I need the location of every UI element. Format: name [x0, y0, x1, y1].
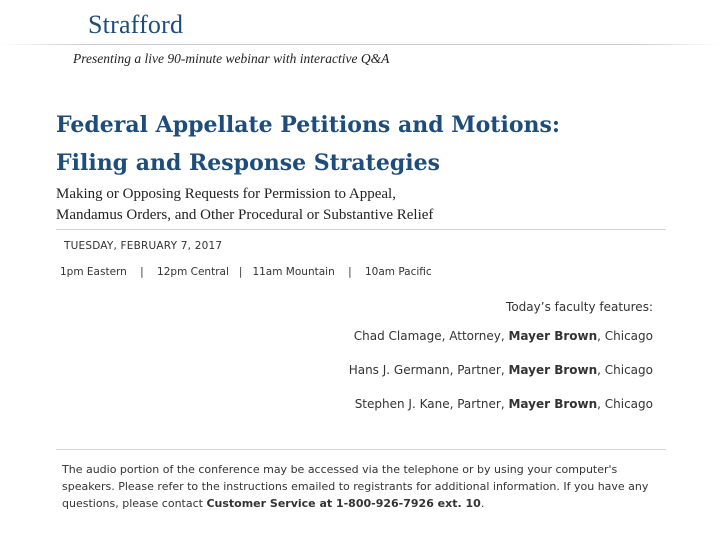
faculty-firm: Mayer Brown — [508, 363, 598, 377]
instructions-end: . — [480, 497, 485, 510]
faculty-name: Stephen J. Kane, Partner, — [354, 397, 505, 411]
faculty-city: , Chicago — [597, 329, 653, 343]
tagline: Presenting a live 90-minute webinar with interactive Q&A — [73, 51, 390, 66]
page-subtitle — [56, 184, 676, 226]
strafford-logo: Strafford — [88, 10, 184, 39]
faculty-member — [349, 363, 653, 377]
title-line-2: Filing and Response Strategies — [56, 150, 440, 176]
faculty-member — [354, 329, 653, 343]
faculty-member — [355, 397, 653, 411]
subtitle-line-1: Making or Opposing Requests for Permission to Appeal, — [56, 186, 396, 202]
section-divider — [56, 229, 666, 230]
instructions-text: The audio portion of the conference may be accessed via the telephone or by using your computer's speakers. Please refer to the instructions emailed to registrants for additional information. If you have any questions, please contact — [62, 463, 649, 510]
faculty-firm: Mayer Brown — [508, 397, 598, 411]
webinar-date: TUESDAY, FEBRUARY 7, 2017 — [64, 240, 223, 252]
faculty-city: , Chicago — [597, 397, 653, 411]
title-line-1: Federal Appellate Petitions and Motions: — [56, 112, 560, 138]
webinar-times: 1pm Eastern | 12pm Central | 11am Mountain | 10am Pacific — [60, 266, 432, 278]
subtitle-line-2: Mandamus Orders, and Other Procedural or Substantive Relief — [56, 207, 434, 223]
faculty-firm: Mayer Brown — [508, 329, 598, 343]
faculty-name: Hans J. Germann, Partner, — [348, 363, 505, 377]
audio-instructions — [62, 461, 662, 512]
faculty-heading: Today’s faculty features: — [506, 300, 653, 314]
customer-service-contact: Customer Service at 1-800-926-7926 ext. 10 — [206, 497, 481, 510]
header-divider — [0, 44, 720, 45]
faculty-city: , Chicago — [597, 363, 653, 377]
footer-divider — [56, 449, 666, 450]
page-title — [56, 106, 696, 182]
faculty-name: Chad Clamage, Attorney, — [353, 329, 505, 343]
